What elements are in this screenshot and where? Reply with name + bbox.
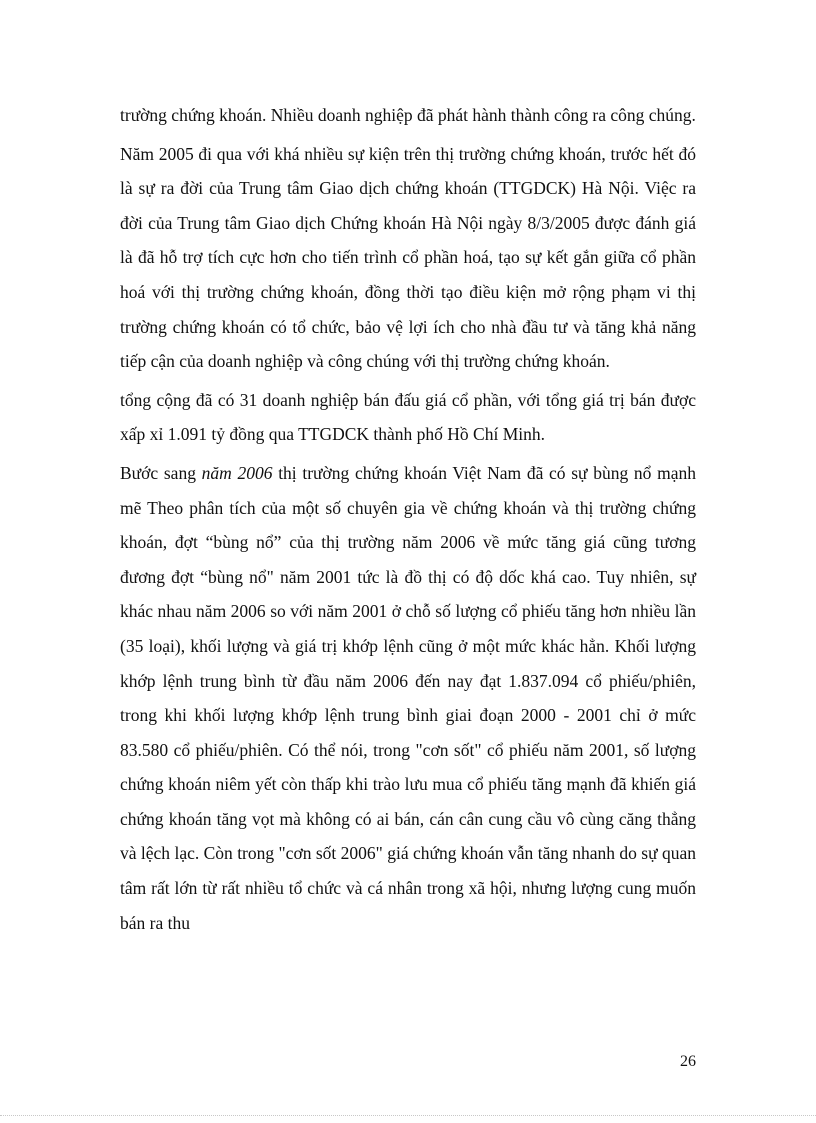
paragraph-3: tổng cộng đã có 31 doanh nghiệp bán đấu giá cổ phần, với tổng giá trị bán được xấp xỉ 1.091 tỷ đồng qua TTGDCK thành phố Hồ Chí Minh. (120, 389, 696, 445)
page-number: 26 (680, 1053, 696, 1070)
body-text (120, 98, 696, 944)
paragraph-4-emphasis: năm 2006 (201, 462, 273, 483)
paragraph-4-lead: Bước sang (120, 462, 202, 483)
page-bottom-divider (0, 1115, 816, 1116)
paragraph-2: Năm 2005 đi qua với khá nhiều sự kiện trên thị trường chứng khoán, trước hết đó là sự ra đời của Trung tâm Giao dịch chứng khoán (TTGDCK) Hà Nội. Việc ra đời của Trung tâm Giao dịch Chứng khoán Hà Nội ngày 8/3/2005 được đánh giá là đã hỗ trợ tích cực hơn cho tiến trình cổ phần hoá, tạo sự kết gắn giữa cổ phần hoá với thị trường chứng khoán, đồng thời tạo điều kiện mở rộng phạm vi thị trường chứng khoán có tổ chức, bảo vệ lợi ích cho nhà đầu tư và tăng khả năng tiếp cận của doanh nghiệp và công chúng với thị trường chứng khoán. (120, 143, 696, 372)
paragraph-4 (120, 456, 696, 940)
paragraph-4-rest: thị trường chứng khoán Việt Nam đã có sự bùng nổ mạnh mẽ Theo phân tích của một số chuyên gia về chứng khoán và thị trường chứng khoán, đợt “bùng nổ” của thị trường năm 2006 về mức tăng giá cũng tương đương đợt “bùng nổ" năm 2001 tức là đồ thị có độ dốc khá cao. Tuy nhiên, sự khác nhau năm 2006 so với năm 2001 ở chỗ số lượng cổ phiếu tăng hơn nhiều lần (35 loại), khối lượng và giá trị khớp lệnh cũng ở một mức khác hẳn. Khối lượng khớp lệnh trung bình từ đầu năm 2006 đến nay đạt 1.837.094 cổ phiếu/phiên, trong khi khối lượng khớp lệnh trung bình giai đoạn 2000 - 2001 chỉ ở mức 83.580 cổ phiếu/phiên. Có thể nói, trong "cơn sốt" cổ phiếu năm 2001, số lượng chứng khoán niêm yết còn thấp khi trào lưu mua cổ phiếu tăng mạnh đã khiến giá chứng khoán tăng vọt mà không có ai bán, cán cân cung cầu vô cùng căng thẳng và lệch lạc. Còn trong "cơn sốt 2006" giá chứng khoán vẫn tăng nhanh do sự quan tâm rất lớn từ rất nhiều tổ chức và cá nhân trong xã hội, nhưng lượng cung muốn bán ra thu (120, 462, 696, 933)
paragraph-1: trường chứng khoán. Nhiều doanh nghiệp đã phát hành thành công ra công chúng. (120, 105, 696, 125)
